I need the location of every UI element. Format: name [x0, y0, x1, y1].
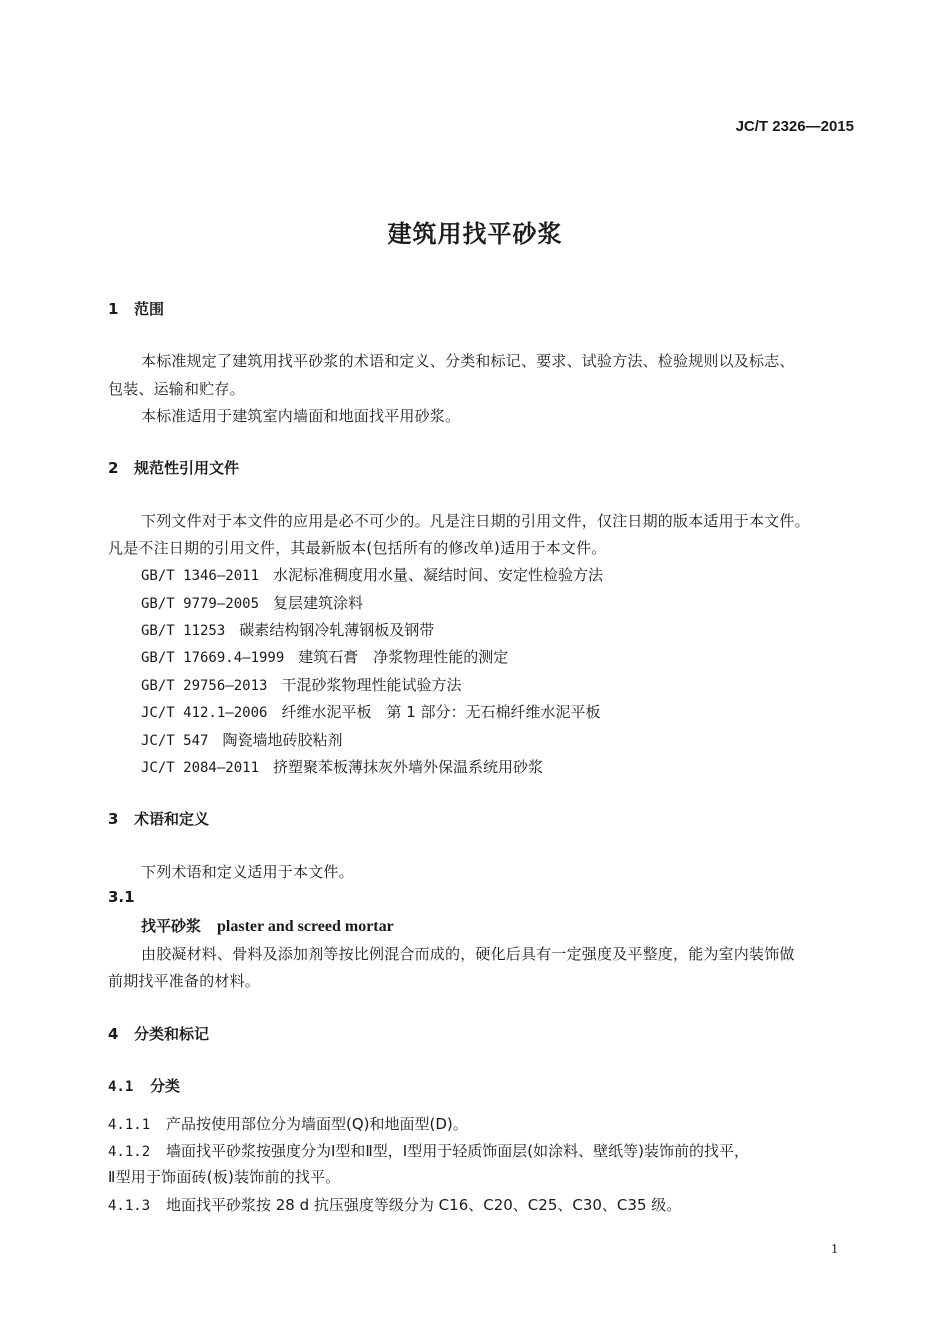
paragraph-line: 包装、运输和贮存。 — [108, 380, 245, 398]
subsection-title: 分类 — [150, 1077, 181, 1095]
section-title: 分类和标记 — [134, 1025, 210, 1043]
paragraph-line: 下列术语和定义适用于本文件。 — [141, 863, 354, 881]
reference-item — [141, 701, 601, 722]
subsection-4-1-heading — [108, 1075, 180, 1096]
reference-code: JC/T 547 — [141, 733, 209, 749]
paragraph-line: 由胶凝材料、骨料及添加剂等按比例混合而成的，硬化后具有一定强度及平整度，能为室内装饰做 — [141, 945, 795, 963]
clause-item — [108, 1140, 749, 1161]
clause-item — [108, 1113, 468, 1134]
subsection-number: 4.1 — [108, 1079, 134, 1095]
paragraph-line: 本标准规定了建筑用找平砂浆的术语和定义、分类和标记、要求、试验方法、检验规则以及标志、 — [141, 352, 795, 370]
section-4-heading — [108, 1023, 209, 1044]
document-title: 建筑用找平砂浆 — [387, 220, 563, 248]
term-chinese: 找平砂浆 — [141, 917, 202, 935]
clause-text: 墙面找平砂浆按强度分为Ⅰ型和Ⅱ型，Ⅰ型用于轻质饰面层(如涂料、壁纸等)装饰前的找平， — [166, 1142, 749, 1160]
reference-name: 建筑石膏 净浆物理性能的测定 — [298, 648, 509, 666]
reference-name: 水泥标准稠度用水量、凝结时间、安定性检验方法 — [273, 566, 604, 584]
reference-code: GB/T 29756—2013 — [141, 678, 268, 694]
clause-item — [108, 1194, 681, 1215]
section-number: 1 — [108, 300, 119, 318]
paragraph-line: 前期找平准备的材料。 — [108, 972, 261, 990]
reference-code: GB/T 11253 — [141, 623, 226, 639]
reference-name: 纤维水泥平板 第 1 部分：无石棉纤维水泥平板 — [281, 703, 601, 721]
paragraph-line: Ⅱ型用于饰面砖(板)装饰前的找平。 — [108, 1168, 341, 1186]
reference-name: 碳素结构钢冷轧薄钢板及钢带 — [239, 621, 435, 639]
reference-code: GB/T 1346—2011 — [141, 568, 260, 584]
section-number: 2 — [108, 459, 119, 477]
reference-item — [141, 564, 603, 585]
clause-number: 4.1.1 — [108, 1117, 151, 1133]
clause-number: 4.1.2 — [108, 1144, 151, 1160]
page-number: 1 — [831, 1242, 838, 1257]
term-english: plaster and screed mortar — [217, 918, 394, 935]
paragraph-line: 凡是不注日期的引用文件，其最新版本(包括所有的修改单)适用于本文件。 — [108, 539, 607, 557]
paragraph-line: 下列文件对于本文件的应用是必不可少的。凡是注日期的引用文件，仅注日期的版本适用于本文件。 — [141, 512, 810, 530]
reference-name: 复层建筑涂料 — [273, 594, 364, 612]
clause-number: 4.1.3 — [108, 1198, 151, 1214]
section-3-heading — [108, 808, 209, 829]
section-number: 4 — [108, 1025, 119, 1043]
reference-code: GB/T 9779—2005 — [141, 596, 260, 612]
reference-name: 干混砂浆物理性能试验方法 — [281, 676, 462, 694]
reference-code: JC/T 2084—2011 — [141, 760, 260, 776]
section-title: 术语和定义 — [134, 810, 210, 828]
clause-text: 产品按使用部位分为墙面型(Q)和地面型(D)。 — [166, 1115, 468, 1133]
section-number: 3 — [108, 810, 119, 828]
reference-item — [141, 646, 508, 667]
reference-item — [141, 674, 461, 695]
reference-item — [141, 592, 363, 613]
clause-text: 地面找平砂浆按 28 d 抗压强度等级分为 C16、C20、C25、C30、C35 级。 — [166, 1196, 682, 1214]
clause-number: 3.1 — [108, 888, 135, 906]
reference-name: 挤塑聚苯板薄抹灰外墙外保温系统用砂浆 — [273, 758, 544, 776]
section-title: 范围 — [134, 300, 165, 318]
reference-name: 陶瓷墙地砖胶粘剂 — [222, 731, 343, 749]
reference-code: GB/T 17669.4—1999 — [141, 650, 285, 666]
reference-item — [141, 619, 434, 640]
section-2-heading — [108, 457, 239, 478]
paragraph-line: 本标准适用于建筑室内墙面和地面找平用砂浆。 — [141, 407, 461, 425]
section-1-heading — [108, 298, 164, 319]
reference-code: JC/T 412.1—2006 — [141, 705, 268, 721]
term-entry — [141, 915, 394, 936]
reference-item — [141, 729, 342, 750]
standard-code: JC/T 2326—2015 — [735, 118, 854, 135]
reference-item — [141, 756, 543, 777]
section-title: 规范性引用文件 — [134, 459, 240, 477]
